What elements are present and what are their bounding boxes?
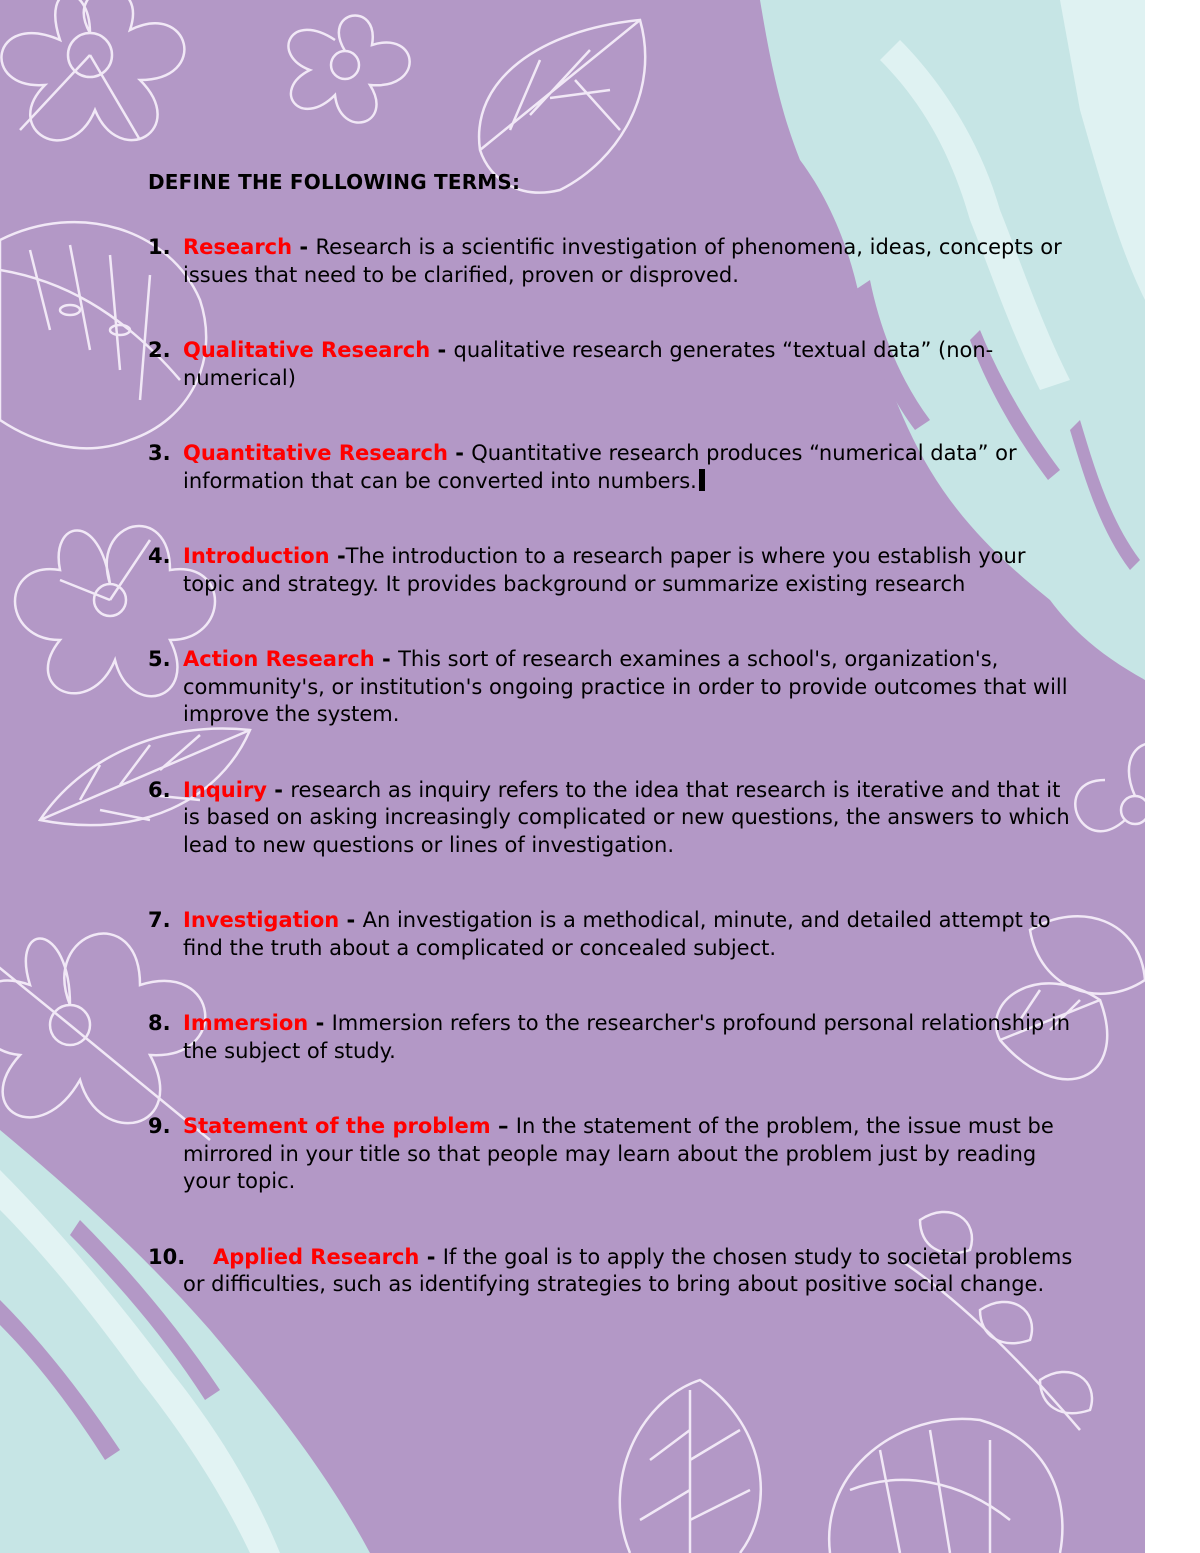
- term-number: 6.: [148, 777, 171, 802]
- term-separator: -: [267, 777, 291, 802]
- term-definition: Research is a scientific investigation of phenomena, ideas, concepts or issues that need to be clarified, proven or disproved.: [183, 235, 1062, 287]
- term-definition: research as inquiry refers to the idea that research is iterative and that it is based on asking increasingly complicated or new questions, the answers to which lead to new questions or lines of investigation.: [183, 777, 1070, 857]
- term-number: 1.: [148, 235, 171, 259]
- term-item-investigation: [148, 907, 1073, 962]
- term-definition: qualitative research generates “textual data” (non-numerical): [183, 338, 994, 390]
- term-name: Immersion: [183, 1011, 309, 1035]
- term-definition: The introduction to a research paper is where you establish your topic and strategy. It provides background or summarize existing research: [183, 544, 1026, 596]
- term-item-action-research: [148, 646, 1073, 729]
- term-name: Introduction: [183, 544, 330, 568]
- term-separator: -: [308, 1011, 332, 1035]
- term-number: 9.: [148, 1114, 171, 1138]
- term-number: 10.: [148, 1244, 186, 1269]
- term-name: Statement of the problem: [183, 1114, 491, 1138]
- term-separator: -: [329, 544, 346, 568]
- term-item-quantitative-research: [148, 440, 1073, 495]
- term-definition: This sort of research examines a school's, organization's, community's, or institution's ongoing practice in order to provide outcomes that will improve the system.: [183, 647, 1068, 726]
- text-cursor: [699, 469, 705, 491]
- term-separator: –: [490, 1114, 516, 1138]
- document-content: [148, 170, 1073, 1299]
- term-separator: -: [292, 235, 316, 259]
- term-definition: If the goal is to apply the chosen study to societal problems or difficulties, such as identifying strategies to bring about positive social change.: [183, 1244, 1073, 1296]
- term-name: Qualitative Research: [183, 338, 431, 362]
- term-name: Inquiry: [183, 777, 267, 802]
- term-number: 2.: [148, 338, 171, 362]
- term-item-qualitative-research: [148, 337, 1073, 392]
- term-separator: -: [374, 647, 399, 671]
- term-definition: An investigation is a methodical, minute, and detailed attempt to find the truth about a complicated or concealed subject.: [183, 908, 1051, 960]
- term-number: 5.: [148, 647, 171, 671]
- term-separator: -: [419, 1244, 443, 1269]
- term-name: Research: [183, 235, 293, 259]
- term-item-research: [148, 234, 1073, 289]
- term-separator: -: [430, 338, 454, 362]
- term-number: 3.: [148, 441, 171, 465]
- term-item-statement-of-the-problem: [148, 1113, 1073, 1196]
- term-definition: Quantitative research produces “numerical data” or information that can be converted into numbers.: [183, 441, 1017, 493]
- term-name: Applied Research: [213, 1244, 420, 1269]
- term-item-applied-research: [148, 1244, 1073, 1299]
- term-number: 4.: [148, 544, 171, 568]
- term-number: 8.: [148, 1011, 171, 1035]
- term-separator: -: [339, 908, 363, 932]
- term-definition: Immersion refers to the researcher's profound personal relationship in the subject of study.: [183, 1011, 1071, 1063]
- term-item-inquiry: [148, 777, 1073, 860]
- page-heading: DEFINE THE FOLLOWING TERMS:: [148, 170, 521, 194]
- term-definition: In the statement of the problem, the issue must be mirrored in your title so that people may learn about the problem just by reading your topic.: [183, 1114, 1054, 1193]
- term-name: Investigation: [183, 908, 340, 932]
- term-name: Action Research: [183, 647, 375, 671]
- term-number: 7.: [148, 908, 171, 932]
- term-name: Quantitative Research: [183, 441, 448, 465]
- term-item-immersion: [148, 1010, 1073, 1065]
- term-item-introduction: [148, 543, 1073, 598]
- term-separator: -: [447, 441, 472, 465]
